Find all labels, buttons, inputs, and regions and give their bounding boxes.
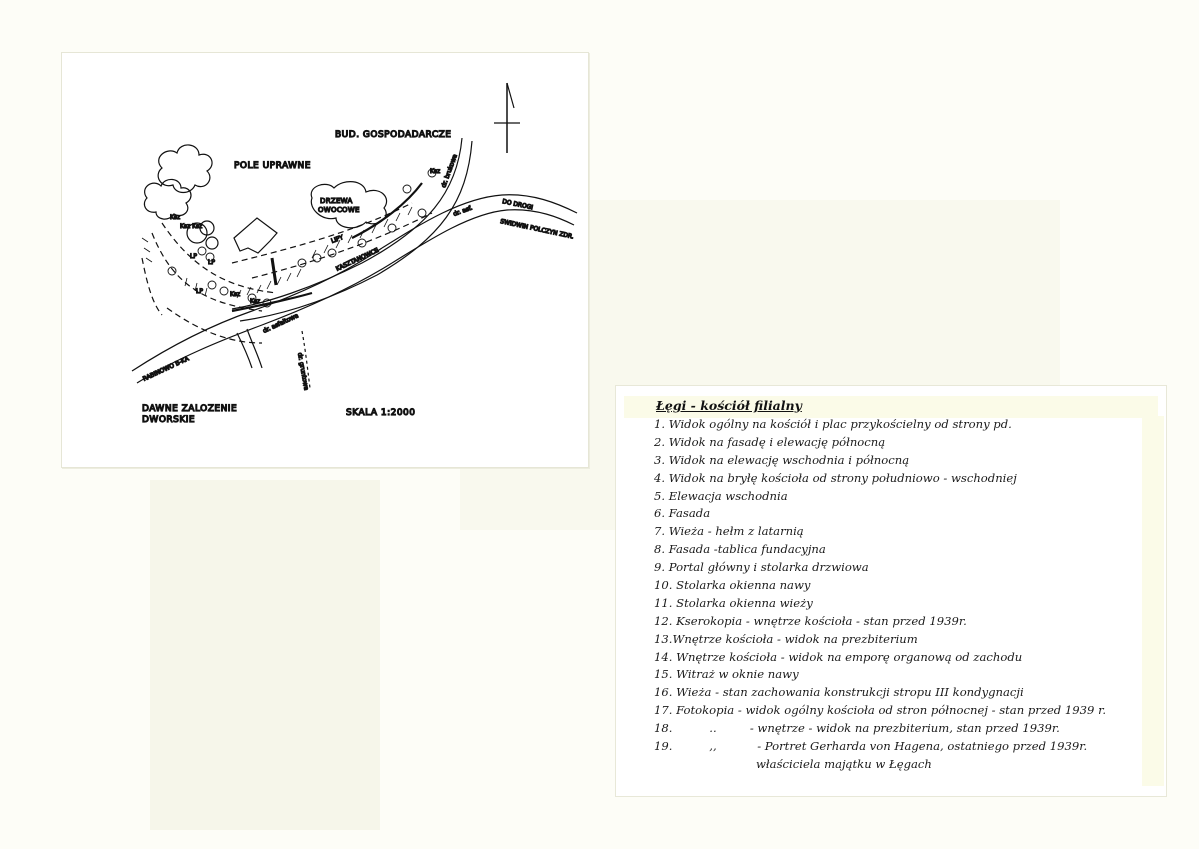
label-dr-asf: dr. asf. xyxy=(452,204,474,218)
list-title: Łęgi - kościół filialny xyxy=(656,398,802,413)
list-item: 2. Widok na fasadę i elewację północną xyxy=(654,434,886,449)
label-dr-brukowa: dr. brukowa xyxy=(440,153,459,189)
main-drive xyxy=(232,293,312,311)
label-ksz-ksz: Ksz Ksz xyxy=(180,223,203,230)
site-plan-map xyxy=(62,53,588,467)
north-arrow-icon xyxy=(494,83,520,153)
label-ksz: Ksz xyxy=(170,214,181,221)
list-item: 3. Widok na elewację wschodnia i północną xyxy=(654,452,910,467)
entrance-gate xyxy=(272,258,276,285)
label-lp: LP xyxy=(190,253,197,260)
label-lipy: LIPY xyxy=(330,234,345,245)
manor-house-outline xyxy=(234,218,277,253)
label-kasztanowce: KASZTANOWCE xyxy=(334,246,380,273)
list-item: 11. Stolarka okienna wieży xyxy=(654,595,813,610)
label-dworskie: DWORSKIE xyxy=(142,415,196,425)
list-item: 19. ,, - Portret Gerharda von Hagena, ostatniego przed 1939r. xyxy=(654,739,1088,754)
label-ksz: Ksz xyxy=(250,298,261,305)
background-smudge xyxy=(150,480,380,830)
road-rabinowo xyxy=(237,329,262,368)
label-rabinowo: RABINOWO B-KA xyxy=(141,355,191,383)
label-dr-asfaltowa: dr. asfaltowa xyxy=(261,312,300,335)
list-item: 4. Widok na bryłę kościoła od strony południowo - wschodniej xyxy=(654,470,1017,485)
label-dr-gruntowa: dr. gruntowa xyxy=(296,352,310,391)
list-item: 9. Portal główny i stolarka drzwiowa xyxy=(654,560,869,575)
label-pole-uprawne: POLE UPRAWNE xyxy=(234,161,311,171)
list-item: 14. Wnętrze kościoła - widok na emporę organową od zachodu xyxy=(654,649,1023,664)
site-plan-card xyxy=(61,52,589,468)
photo-list xyxy=(654,416,1106,774)
list-item: 8. Fasada -tablica fundacyjna xyxy=(654,542,826,557)
photo-list-card xyxy=(615,385,1167,797)
list-item: 13.Wnętrze kościoła - widok na prezbiterium xyxy=(654,631,918,646)
list-item: 18. .. - wnętrze - widok na prezbiterium, stan przed 1939r. xyxy=(654,721,1060,736)
label-lp: LP xyxy=(208,259,215,266)
list-item: 6. Fasada xyxy=(654,506,711,521)
label-lp: LP xyxy=(196,288,203,295)
list-item: 10. Stolarka okienna nawy xyxy=(654,578,811,593)
list-item: 16. Wieża - stan zachowania konstrukcji stropu III kondygnacji xyxy=(654,685,1024,700)
label-skala: SKALA 1:2000 xyxy=(346,408,416,418)
list-item: 5. Elewacja wschodnia xyxy=(654,488,788,503)
label-swidwin-polczyn: SWIDWIN POLCZYN ZDR. xyxy=(499,218,575,241)
label-owocowe: OWOCOWE xyxy=(318,206,360,214)
list-item: 15. Witraż w oknie nawy xyxy=(654,667,799,682)
label-ksz: Ksz xyxy=(230,291,241,298)
list-item: 17. Fotokopia - widok ogólny kościoła od stron północnej - stan przed 1939 r. xyxy=(654,703,1107,718)
label-dawne-zalozenie: DAWNE ZALOZENIE xyxy=(142,404,238,414)
list-item: 12. Kserokopia - wnętrze kościoła - stan przed 1939r. xyxy=(654,613,967,628)
side-band xyxy=(1142,416,1164,786)
list-item: 1. Widok ogólny na kościół i plac przykościelny od strony pd. xyxy=(654,417,1012,431)
list-item-continuation: właściciela majątku w Łęgach xyxy=(756,756,932,771)
list-item: 7. Wieża - hełm z latarnią xyxy=(654,524,804,539)
label-drzewa: DRZEWA xyxy=(320,197,353,205)
label-do-drogi: DO DROGI xyxy=(501,198,534,212)
label-ksz: Ksz xyxy=(430,168,441,175)
label-bud-gospodarcze: BUD. GOSPODADARCZE xyxy=(335,130,452,140)
